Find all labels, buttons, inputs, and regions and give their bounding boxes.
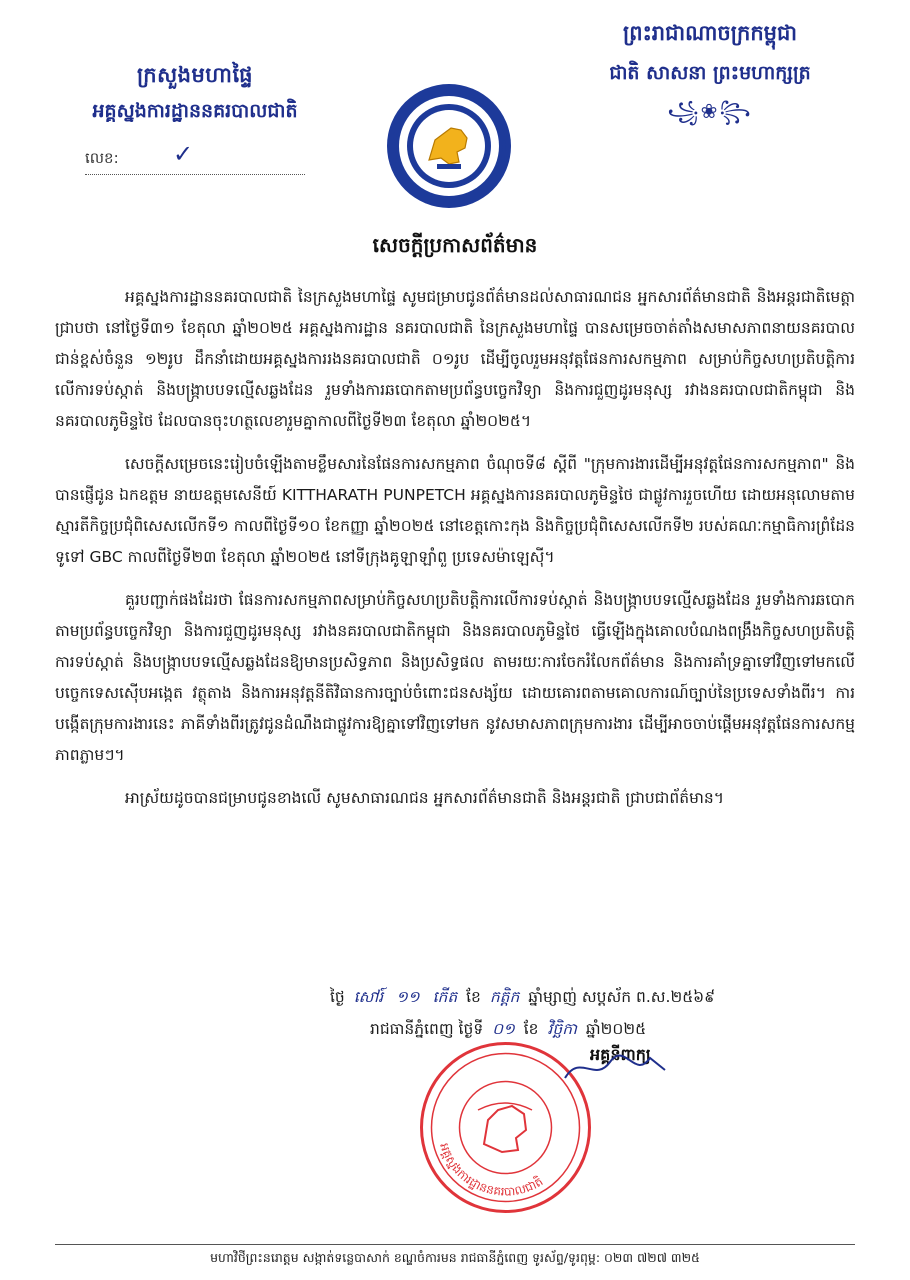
paragraph: អាស្រ័យដូចបានជម្រាបជូនខាងលើ សូមសាធារណជន អ្នកសារព័ត៌មានជាតិ និងអន្តរជាតិ ជ្រាបជាព័ត៌មាន។ [125,789,724,807]
handwritten-signature [555,1048,675,1088]
solar-date-prefix: រាជធានីភ្នំពេញ ថ្ងៃទី [370,1020,484,1038]
lunar-month-label: ខែ [466,988,481,1006]
stamp-text: អគ្គស្នងការដ្ឋាននគរបាលជាតិ [437,1141,546,1199]
department-name: អគ្គស្នងការដ្ឋាននគរបាលជាតិ [92,100,298,122]
paragraph: អគ្គស្នងការដ្ឋាននគរបាលជាតិ នៃក្រសួងមហាផ្ទៃ សូមជម្រាបជូនព័ត៌មានដល់សាធារណជន អ្នកសារព័ត៌មានជាតិ និងអន្តរជាតិមេត្តាជ្រាបថា នៅថ្ងៃទី៣១ ខែតុលា ឆ្នាំ២០២៥ អគ្គស្នងការដ្ឋាន នគរបាលជាតិ នៃក្រសួងមហាផ្ទៃ បានសម្រេចចាត់តាំងសមាសភាពនាយនគរបាលជាន់ខ្ពស់ចំនួន ១២រូប ដឹកនាំដោយអគ្គស្នងការរងនគរបាលជាតិ ០១រូប ដើម្បីចូលរួមអនុវត្តផែនការសកម្មភាព សម្រាប់កិច្ចសហប្រតិបត្តិការលើការទប់ស្កាត់ និងបង្ក្រាបបទល្មើសឆ្លងដែន រួមទាំងការឆបោកតាមប្រព័ន្ធបច្ចេកវិទ្យា និងការជួញដូរមនុស្ស រវាងនគរបាលជាតិកម្ពុជា និងនគរបាលភូមិន្ទថៃ ដែលបានចុះហត្ថលេខារួមគ្នាកាលពីថ្ងៃទី២៣ ខែតុលា ឆ្នាំ២០២៥។ [55,288,855,430]
solar-month-handwritten: វិច្ឆិកា [547,1020,577,1038]
svg-text:អគ្គស្នងការដ្ឋាននគរបាលជាតិ [437,1141,545,1198]
reference-checkmark: ✓ [173,140,194,168]
solar-month-label: ខែ [523,1020,539,1038]
national-motto: ជាតិ សាសនា ព្រះមហាក្សត្រ [609,62,811,84]
lunar-day-handwritten: សៅរ៍ [353,988,384,1006]
lunar-date-prefix: ថ្ងៃ [330,988,345,1006]
kingdom-name: ព្រះរាជាណាចក្រកម្ពុជា [622,21,797,45]
ornament-divider: ꧁❀꧂ [667,99,753,123]
document-body [55,282,855,826]
footer-address: មហាវិថីព្រះនរោត្តម សង្កាត់ទន្លេបាសាក់ ខណ្ឌចំការមន រាជធានីភ្នំពេញ ទូរស័ព្ទ/ទូរពុម្ព: ០២៣ ៧២៧ ៣២៥ [210,1250,700,1265]
lunar-date-suffix: ឆ្នាំម្សាញ់ សប្តស័ក ព.ស.២៥៦៩ [528,988,716,1006]
header-right [560,20,860,137]
lunar-month-handwritten: កត្តិក [489,988,520,1006]
paragraph: គួរបញ្ជាក់ផងដែរថា ផែនការសកម្មភាពសម្រាប់កិច្ចសហប្រតិបត្តិការលើការទប់ស្កាត់ និងបង្ក្រាបបទល្មើសឆ្លងដែន រួមទាំងការឆបោកតាមប្រព័ន្ធបច្ចេកវិទ្យា និងការជួញដូរមនុស្ស រវាងនគរបាលជាតិកម្ពុជា និងនគរបាលភូមិន្ទថៃ ធ្វើឡើងក្នុងគោលបំណងពង្រឹងកិច្ចសហប្រតិបត្តិការទប់ស្កាត់ និងបង្ក្រាបបទល្មើសឆ្លងដែនឱ្យមានប្រសិទ្ធភាព និងប្រសិទ្ធផល តាមរយៈការចែករំលែកព័ត៌មាន និងការគាំទ្រគ្នាទៅវិញទៅមកលើបច្ចេកទេសស៊ើបអង្កេត វត្ថុតាង និងការអនុវត្តនីតិវិធានការច្បាប់ចំពោះជនសង្ស័យ ដោយគោរពតាមគោលការណ៍ច្បាប់នៃប្រទេសទាំងពីរ។ ការបង្កើតក្រុមការងារនេះ ភាគីទាំងពីរត្រូវជូនដំណឹងជាផ្លូវការឱ្យគ្នាទៅវិញទៅមក នូវសមាសភាពក្រុមការងារ ដើម្បីអាចចាប់ផ្តើមអនុវត្តផែនការសកម្មភាពភ្លាមៗ។ [55,591,855,764]
police-emblem-logo [385,82,513,210]
reference-label: លេខ: [85,149,119,167]
solar-date-suffix: ឆ្នាំ២០២៥ [585,1020,647,1038]
lunar-moon-handwritten: កើត [432,988,458,1006]
document-title: សេចក្តីប្រកាសព័ត៌មាន [372,233,538,257]
header-left [60,62,330,127]
signer-title: អគ្គនីពាក្យ [590,1045,651,1064]
reference-number-field [85,140,305,175]
solar-day-handwritten: ០១ [492,1020,515,1038]
footer-divider [55,1244,855,1245]
lunar-num-handwritten: ១១ [396,988,420,1006]
ministry-name: ក្រសួងមហាផ្ទៃ [137,63,253,87]
paragraph: សេចក្តីសម្រេចនេះរៀបចំឡើងតាមខ្លឹមសារនៃផែនការសកម្មភាព ចំណុចទី៨ ស្តីពី "ក្រុមការងារដើម្បីអនុវត្តផែនការសកម្មភាព" និងបានផ្ញើជូន ឯកឧត្តម នាយឧត្តមសេនីយ៍ KITTHARATH PUNPETCH អគ្គស្នងការនគរបាលភូមិន្ទថៃ ជាផ្លូវការរួចហើយ ដោយអនុលោមតាមស្មារតីកិច្ចប្រជុំពិសេសលើកទី១ កាលពីថ្ងៃទី១០ ខែកញ្ញា ឆ្នាំ២០២៥ នៅខេត្តកោះកុង និងកិច្ចប្រជុំពិសេសលើកទី២ របស់គណៈកម្មាធិការព្រំដែនទូទៅ GBC កាលពីថ្ងៃទី២៣ ខែតុលា ឆ្នាំ២០២៥ នៅទីក្រុងគូឡាឡាំពួ ប្រទេសម៉ាឡេស៊ី។ [55,455,855,566]
lunar-date-line [330,982,715,1012]
